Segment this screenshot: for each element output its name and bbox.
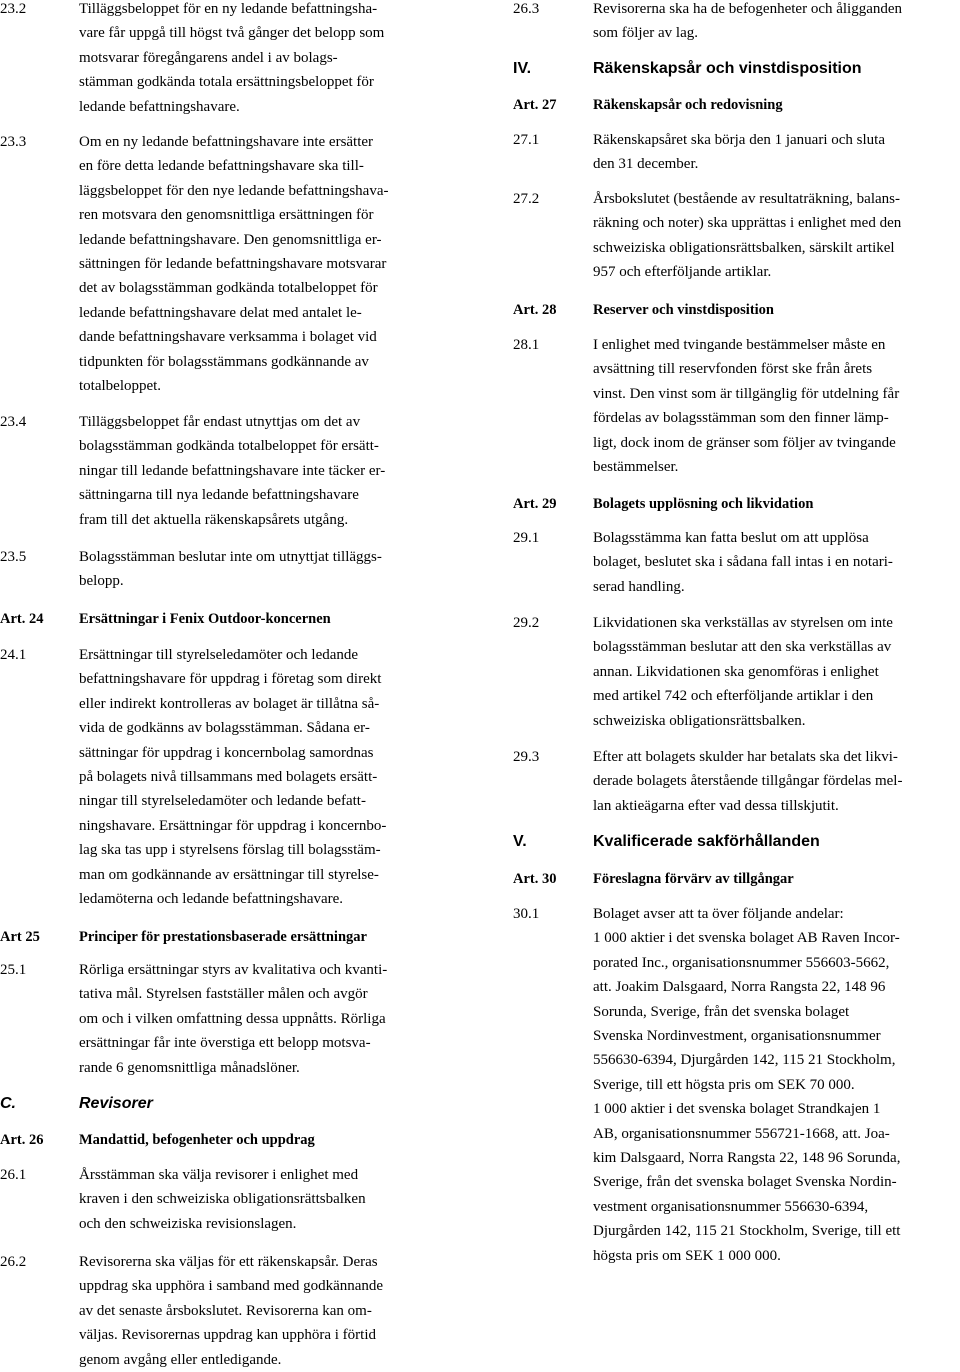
clause-29-1-text (593, 526, 960, 599)
clause-27-1-text (593, 128, 960, 177)
text-line: läggsbeloppet för den nye ledande befattningshava- (79, 182, 389, 199)
clause-30-1-text (593, 902, 960, 1268)
text-line: lan aktieägarna efter vad dessa tillskjutit. (593, 797, 839, 814)
text-line: ligt, dock inom de gränser som följer av tvingande (593, 434, 896, 451)
clause-27-2-text (593, 187, 960, 285)
clause-29-3-number: 29.3 (513, 749, 540, 765)
clause-23-5-text (79, 545, 455, 594)
text-line: Mandattid, befogenheter och uppdrag (79, 1132, 315, 1148)
text-line: Räkenskapsår och redovisning (593, 97, 783, 113)
text-line: Om en ny ledande befattningshavare inte ersätter (79, 134, 374, 150)
text-line: bolagsstämman godkända totalbeloppet för ersätt- (79, 438, 379, 455)
clause-28-1-number: 28.1 (513, 337, 540, 353)
text-line: den 31 december. (593, 156, 699, 173)
text-line: Räkenskapsår och vinstdisposition (593, 60, 862, 77)
text-line: ningshavare. Ersättningar för uppdrag i koncernbo- (79, 817, 387, 834)
text-line: Bolagsstämma kan fatta beslut om att upplösa (593, 530, 869, 546)
clause-29-1-number: 29.1 (513, 530, 540, 546)
article-28-heading-text (593, 298, 960, 322)
text-line: ledande befattningshavare. (79, 98, 240, 115)
text-line: Kvalificerade sakförhållanden (593, 833, 820, 850)
clause-27-2-number: 27.2 (513, 191, 540, 207)
text-line: ersättningar får inte överstiga ett belopp motsva- (79, 1035, 371, 1052)
article-29-heading-text (593, 492, 960, 516)
text-line: ningar till styrelseledamöter och ledande befatt- (79, 793, 366, 810)
clause-26-3-text (593, 0, 960, 46)
text-line: av det senaste årsbokslutet. Revisorerna kan om- (79, 1302, 372, 1319)
text-line: 1 000 aktier i det svenska bolaget AB Raven Incor- (593, 930, 900, 947)
text-line: tidpunkten för bolagsstämmans godkännande av (79, 353, 369, 370)
text-line: ningar till ledande befattningshavare inte täcker er- (79, 462, 386, 479)
section-iv-heading-number: IV. (513, 60, 532, 77)
article-27-heading-text (593, 93, 960, 117)
text-line: kim Dalsgaard, Norra Rangsta 22, 148 96 Sorunda, (593, 1150, 901, 1167)
article-27-heading-number: Art. 27 (513, 97, 557, 113)
text-line: Sorunda, Sverige, från det svenska bolaget (593, 1003, 850, 1020)
text-line: derade bolagets återstående tillgångar fördelas mel- (593, 773, 903, 790)
section-iv-heading-text (593, 57, 960, 81)
text-line: ledande befattningshavare. Den genomsnittliga er- (79, 231, 382, 248)
text-line: Ersättningar i Fenix Outdoor-koncernen (79, 611, 331, 627)
text-line: fram till det aktuella räkenskapsårets utgång. (79, 511, 349, 528)
clause-27-1-number: 27.1 (513, 132, 540, 148)
text-line: stämman godkända totala ersättningsbeloppet för (79, 74, 374, 91)
clause-24-1-text (79, 643, 455, 911)
text-line: vinst. Den vinst som är tillgänglig för utdelning får (593, 385, 900, 402)
clause-26-3-number: 26.3 (513, 1, 540, 17)
text-line: bestämmelser. (593, 459, 679, 476)
clause-26-1-text (79, 1163, 455, 1236)
text-line: ledande befattningshavare delat med antalet le- (79, 304, 362, 321)
text-line: Bolagsstämman beslutar inte om utnyttjat tilläggs- (79, 549, 382, 565)
text-line: Tilläggsbeloppet får endast utnyttjas om det av (79, 414, 361, 430)
clause-23-4-text (79, 410, 455, 532)
text-line: Ersättningar till styrelseledamöter och ledande (79, 647, 359, 663)
text-line: Principer för prestationsbaserade ersättningar (79, 929, 367, 945)
text-line: Föreslagna förvärv av tillgångar (593, 871, 794, 887)
text-line: man om godkännande av ersättningar till styrelse- (79, 866, 379, 883)
clause-23-4-number: 23.4 (0, 414, 27, 430)
text-line: belopp. (79, 573, 124, 590)
text-line: Räkenskapsåret ska börja den 1 januari och sluta (593, 132, 885, 148)
text-line: Sverige, från det svenska bolaget Svenska Nordin- (593, 1174, 897, 1191)
text-line: ren motsvara den genomsnittliga ersättningen för (79, 207, 374, 224)
text-line: räkning och noter) ska upprättas i enlighet med den (593, 215, 902, 232)
article-29-heading-number: Art. 29 (513, 496, 557, 512)
text-line: genom avgång eller entledigande. (79, 1351, 282, 1368)
text-line: porated Inc., organisationsnummer 556603-5662, (593, 954, 890, 971)
text-line: det av bolagsstämman godkända totalbeloppet för (79, 280, 378, 297)
section-v-heading-text (593, 830, 960, 854)
text-line: Svenska Nordinvestment, organisationsnummer (593, 1028, 881, 1045)
clause-28-1-text (593, 333, 960, 479)
text-line: att. Joakim Dalsgaard, Norra Rangsta 22, 148 96 (593, 979, 886, 996)
text-line: Reserver och vinstdisposition (593, 302, 774, 318)
text-line: på bolagets nivå tillsammans med bolagets ersätt- (79, 769, 378, 786)
clause-23-5-number: 23.5 (0, 549, 27, 565)
text-line: I enlighet med tvingande bestämmelser måste en (593, 337, 886, 353)
section-v-heading-number: V. (513, 833, 527, 850)
clause-30-1-number: 30.1 (513, 906, 540, 922)
text-line: kraven i den schweiziska obligationsrättsbalken (79, 1191, 366, 1208)
clause-26-2-number: 26.2 (0, 1254, 27, 1270)
clause-23-2-text (79, 0, 455, 119)
text-line: ledamöterna och ledande befattningshavare. (79, 891, 344, 908)
clause-25-1-number: 25.1 (0, 962, 27, 978)
text-line: en före detta ledande befattningshavare ska till- (79, 158, 364, 175)
text-line: Likvidationen ska verkställas av styrelsen om inte (593, 615, 893, 631)
text-line: sättningen för ledande befattningshavare motsvarar (79, 256, 387, 273)
article-30-heading-text (593, 867, 960, 891)
text-line: AB, organisationsnummer 556721-1668, att. Joa- (593, 1125, 890, 1142)
article-26-heading-text (79, 1128, 455, 1152)
article-25-heading-number: Art 25 (0, 929, 40, 945)
text-line: Revisorerna ska väljas för ett räkenskapsår. Deras (79, 1254, 378, 1270)
article-24-heading-number: Art. 24 (0, 611, 44, 627)
text-line: om och i vilken omfattning dessa uppnåtts. Rörliga (79, 1010, 386, 1027)
clause-23-3-number: 23.3 (0, 134, 27, 150)
clause-26-1-number: 26.1 (0, 1167, 27, 1183)
text-line: Revisorerna ska ha de befogenheter och åligganden (593, 1, 903, 17)
section-c-heading-text (79, 1092, 455, 1116)
text-line: Årsbokslutet (bestående av resultaträkning, balans- (593, 191, 900, 207)
text-line: Bolagets upplösning och likvidation (593, 496, 814, 512)
clause-29-2-text (593, 611, 960, 733)
text-line: 957 och efterföljande artiklar. (593, 264, 772, 281)
clause-26-2-text (79, 1250, 455, 1372)
text-line: Rörliga ersättningar styrs av kvalitativa och kvanti- (79, 962, 388, 978)
text-line: med artikel 742 och efterföljande artiklar i den (593, 688, 874, 705)
text-line: Årsstämman ska välja revisorer i enlighet med (79, 1167, 359, 1183)
text-line: Sverige, till ett högsta pris om SEK 70 000. (593, 1076, 855, 1093)
clause-29-2-number: 29.2 (513, 615, 540, 631)
text-line: Djurgården 142, 115 21 Stockholm, Sverige, till ett (593, 1223, 901, 1240)
text-line: befattningshavare för uppdrag i företag som direkt (79, 671, 382, 688)
text-line: lag ska tas upp i styrelsens förslag till bolagsstäm- (79, 842, 381, 859)
text-line: sättningar för uppdrag i koncernbolag samordnas (79, 744, 374, 761)
text-line: motsvarar föregångarens andel i av bolags- (79, 49, 338, 66)
text-line: som följer av lag. (593, 25, 698, 42)
text-line: Revisorer (79, 1095, 153, 1112)
clause-29-3-text (593, 745, 960, 818)
clause-24-1-number: 24.1 (0, 647, 27, 663)
article-24-heading-text (79, 607, 455, 631)
section-c-heading-number: C. (0, 1095, 16, 1112)
text-line: schweiziska obligationsrättsbalken. (593, 712, 806, 729)
text-line: Bolaget avser att ta över följande andelar: (593, 906, 844, 922)
clause-23-2-number: 23.2 (0, 1, 27, 17)
article-30-heading-number: Art. 30 (513, 871, 557, 887)
text-line: uppdrag ska upphöra i samband med godkännande (79, 1278, 384, 1295)
text-line: totalbeloppet. (79, 378, 162, 395)
text-line: schweiziska obligationsrättsbalken, särskilt artikel (593, 239, 895, 256)
text-line: dande befattningshavare verksamma i bolaget vid (79, 329, 377, 346)
article-25-heading-text (79, 925, 455, 949)
text-line: Efter att bolagets skulder har betalats ska det likvi- (593, 749, 898, 765)
text-line: eller indirekt kontrolleras av bolaget är tillåtna så- (79, 695, 380, 712)
text-line: vida de godkänns av bolagsstämman. Sådana er- (79, 720, 370, 737)
text-line: Tilläggsbeloppet för en ny ledande befattningsha- (79, 1, 378, 17)
text-line: 1 000 aktier i det svenska bolaget Strandkajen 1 (593, 1101, 881, 1118)
text-line: bolagsstämman beslutar att den ska verkställas av (593, 639, 892, 656)
text-line: bolaget, beslutet ska i sådana fall intas i en notari- (593, 554, 893, 571)
text-line: vestment organisationsnummer 556630-6394, (593, 1198, 869, 1215)
text-line: högsta pris om SEK 1 000 000. (593, 1247, 781, 1264)
article-28-heading-number: Art. 28 (513, 302, 557, 318)
article-26-heading-number: Art. 26 (0, 1132, 44, 1148)
text-line: vare får uppgå till högst två gånger det belopp som (79, 25, 385, 42)
text-line: sättningarna till nya ledande befattningshavare (79, 487, 359, 504)
text-line: tativa mål. Styrelsen fastställer målen och avgör (79, 986, 368, 1003)
text-line: annan. Likvidationen ska genomföras i enlighet (593, 663, 879, 680)
clause-23-3-text (79, 130, 455, 398)
clause-25-1-text (79, 958, 455, 1080)
text-line: väljas. Revisorernas uppdrag kan upphöra i förtid (79, 1327, 377, 1344)
text-line: serad handling. (593, 578, 685, 595)
text-line: fördelas av bolagsstämman som den finner lämp- (593, 410, 889, 427)
text-line: 556630-6394, Djurgården 142, 115 21 Stockholm, (593, 1052, 896, 1069)
text-line: rande 6 genomsnittliga månadslöner. (79, 1059, 300, 1076)
text-line: och den schweiziska revisionslagen. (79, 1215, 297, 1232)
text-line: avsättning till reservfonden först ske från årets (593, 361, 873, 378)
